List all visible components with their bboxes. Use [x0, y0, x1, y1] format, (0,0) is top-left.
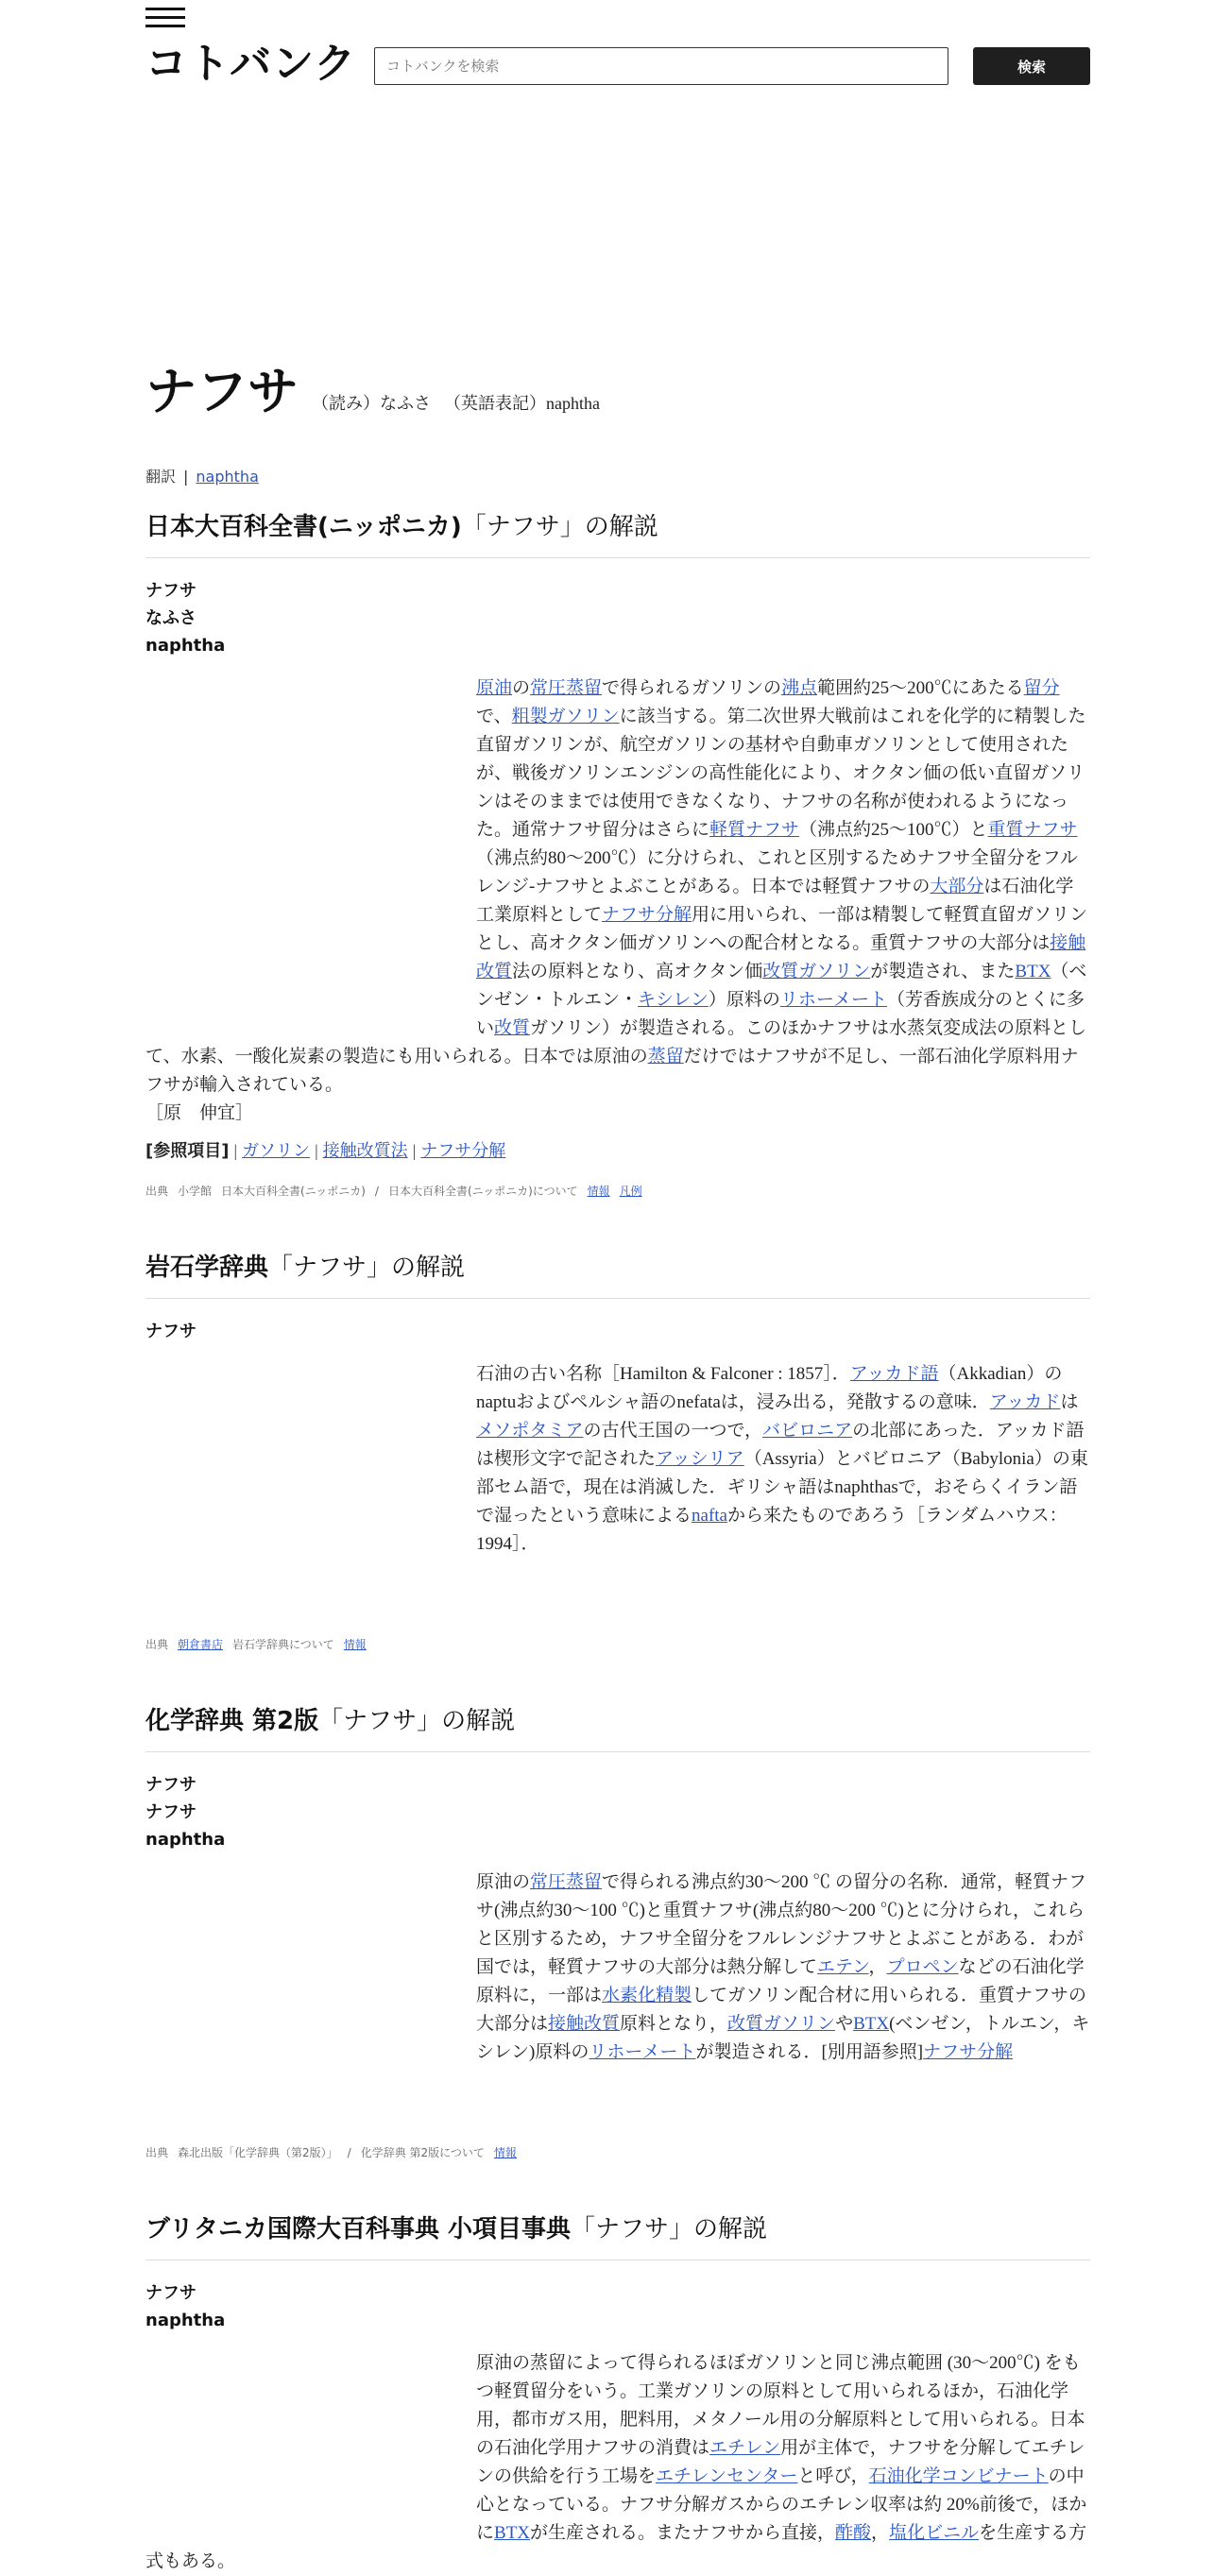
heading-suffix: 「ナフサ」の解説 — [461, 513, 658, 541]
translation-row — [145, 465, 1090, 486]
term-link[interactable]: アッカド語 — [849, 1364, 939, 1384]
term-link[interactable]: アッカド — [989, 1392, 1061, 1412]
page-title: ナフサ — [145, 362, 299, 421]
text-run: や — [835, 2014, 854, 2034]
term-link[interactable]: 接触改質 — [476, 933, 1086, 981]
page — [145, 0, 1090, 2576]
heading-suffix: 「ナフサ」の解説 — [318, 1707, 516, 1735]
term-link[interactable]: アッシリア — [656, 1449, 744, 1469]
term-link[interactable]: バビロニア — [762, 1421, 853, 1441]
term-link[interactable]: 粗製ガソリン — [511, 707, 620, 726]
section-heading — [145, 1701, 1090, 1752]
term-link[interactable]: 常圧蒸留 — [530, 1872, 603, 1892]
headwords — [145, 577, 1090, 659]
text-run: 原油の — [476, 1872, 531, 1892]
search-button[interactable]: 検索 — [973, 47, 1090, 85]
term-link[interactable]: 接触改質 — [548, 2014, 621, 2034]
ad-slot — [145, 2349, 476, 2529]
term-link[interactable]: 原油 — [476, 678, 513, 698]
term-link[interactable]: 改質ガソリン — [762, 962, 871, 981]
term-link[interactable]: 改質 — [494, 1018, 531, 1038]
term-link[interactable]: エテン — [817, 1957, 869, 1977]
text-run: してガソリン配合材に用いられる．重質ナフサの大部分は — [476, 1986, 1087, 2034]
term-link[interactable]: エチレン — [709, 2438, 781, 2458]
refs-separator: | — [233, 1141, 238, 1160]
headwords — [145, 1771, 1090, 1853]
section-rock-dictionary — [145, 1248, 1090, 1652]
term-link[interactable]: 軽質ナフサ — [709, 820, 800, 840]
section-heading — [145, 1248, 1090, 1299]
source-separator: / — [374, 1185, 379, 1198]
source-about: 日本大百科全書(ニッポニカ)について — [387, 1185, 578, 1198]
ad-slot — [145, 674, 476, 1043]
refs-separator: | — [412, 1141, 417, 1160]
text-run: の — [512, 678, 531, 698]
section-britannica — [145, 2209, 1090, 2576]
term-link[interactable]: BTX — [494, 2523, 531, 2543]
dictionary-name: 化学辞典 第2版 — [145, 1707, 319, 1735]
term-link[interactable]: キシレン — [638, 990, 709, 1010]
text-run: で得られる沸点約30～200 ℃ の留分の名称．通常，軽質ナフサ(沸点約30～100 ℃)と重質ナフサ(沸点約80～200 ℃)とに分けられ，これらと区別するため，ナフサ全留分をフルレンジナフサとよぶことがある．わが国では，軽質ナフサの大部分は熱分解して — [476, 1872, 1087, 1977]
source-separator: / — [347, 2146, 351, 2159]
search-input[interactable] — [374, 47, 948, 85]
reference-links — [145, 1137, 1090, 1162]
section-heading — [145, 507, 1090, 558]
info-link[interactable]: 情報 — [343, 1638, 367, 1651]
text-run: 用が主体で，ナフサを分解してエチレンの供給を行う工場を — [476, 2438, 1085, 2486]
term-link[interactable]: プロペン — [886, 1957, 959, 1977]
term-link[interactable]: エチレンセンター — [656, 2466, 798, 2486]
text-run: の古代王国の一つで， — [583, 1421, 763, 1441]
text-run: で得られるガソリンの — [602, 678, 782, 698]
term-link[interactable]: BTX — [853, 2014, 890, 2034]
reading-label: （読み）なふさ — [312, 394, 431, 413]
text-run: （Assyria）とバビロニア（Babylonia）の東部セム語で，現在は消滅した．ギリシャ語はnaphthasで，おそらくイラン語で湿ったという意味による — [476, 1449, 1088, 1526]
ref-link[interactable]: ガソリン — [242, 1141, 311, 1160]
english-label: （英語表記）naphtha — [444, 394, 600, 413]
text-run: の北部にあった．アッカド語は楔形文字で記された — [476, 1421, 1085, 1469]
term-link[interactable]: 常圧蒸留 — [530, 678, 603, 698]
translation-link[interactable]: naphtha — [196, 468, 259, 486]
term-link[interactable]: 大部分 — [930, 877, 984, 896]
text-run: に該当する。第二次世界大戦前はこれを化学的に精製した直留ガソリンが、航空ガソリンの基材や自動車ガソリンとして使用されたが、戦後ガソリンエンジンの高性能化により、オクタン価の低い直留ガソリンはそのままでは使用できなくなり、ナフサの名称が使われるようになった。通常ナフサ留分はさらに — [476, 707, 1086, 840]
text-run: は — [1060, 1392, 1079, 1412]
text-run: から来たものであろう［ランダムハウス：1994］． — [476, 1506, 1068, 1554]
headwords — [145, 2279, 1090, 2334]
term-link[interactable]: 水素化精製 — [602, 1986, 692, 2005]
headword: ナフサ — [145, 1802, 196, 1822]
author: ［原 伸宜］ — [145, 1103, 254, 1123]
text-run: が生産される。またナフサから直接， — [530, 2523, 836, 2543]
source-line — [145, 1636, 1090, 1652]
term-link[interactable]: メソポタミア — [476, 1421, 584, 1441]
term-link[interactable]: BTX — [1015, 962, 1051, 981]
source-book: 日本大百科全書(ニッポニカ) — [221, 1185, 366, 1198]
text-run: 用に用いられ、一部は精製して軽質直留ガソリンとし、高オクタン価ガソリンへの配合材となる。重質ナフサの大部分は — [476, 905, 1088, 953]
text-run: が製造され、また — [870, 962, 1016, 981]
term-link[interactable]: 蒸留 — [647, 1047, 684, 1066]
source-label: 出典 — [145, 2146, 169, 2159]
ad-space — [145, 104, 1090, 359]
text-run: 法の原料となり、高オクタン価 — [512, 962, 763, 981]
text-run: だけではナフサが不足し、一部石油化学原料用ナフサが輸入されている。 — [145, 1047, 1079, 1095]
text-run: は石油化学工業原料として — [476, 877, 1074, 925]
ref-link[interactable]: ナフサ分解 — [420, 1141, 506, 1160]
entry-text — [145, 1868, 1090, 2067]
headword: ナフサ — [145, 2283, 196, 2303]
text-run: （沸点約25～100℃）と — [799, 820, 988, 840]
text-run: ）原料の — [708, 990, 780, 1010]
text-run: 範囲約25～200℃にあたる — [817, 678, 1024, 698]
refs-label: [参照項目] — [145, 1141, 230, 1161]
text-run: などの石油化学原料に，一部は — [476, 1957, 1085, 2005]
refs-separator: | — [315, 1141, 318, 1160]
term-link[interactable]: 沸点 — [781, 678, 818, 698]
source-label: 出典 — [145, 1638, 169, 1651]
headword: ナフサ — [145, 1775, 196, 1795]
term-link[interactable]: nafta — [692, 1506, 727, 1526]
dictionary-name: 岩石学辞典 — [145, 1254, 269, 1282]
term-link[interactable]: ナフサ分解 — [602, 905, 692, 925]
site-logo[interactable]: コトバンク — [145, 40, 357, 88]
text-run: ガソリン）が製造される。このほかナフサは水蒸気変成法の原料として、水素、一酸化炭素の製造にも用いられる。日本では原油の — [145, 1018, 1087, 1066]
entry-text — [145, 1360, 1090, 1559]
dictionary-name: ブリタニカ国際大百科事典 小項目事典 — [145, 2215, 572, 2243]
entry-text — [145, 2349, 1090, 2576]
headword: naphtha — [145, 1830, 226, 1850]
section-heading — [145, 2209, 1090, 2260]
source-about: 岩石学辞典について — [232, 1638, 334, 1651]
term-reading — [312, 390, 613, 415]
term-link[interactable]: リホーメート — [589, 2042, 696, 2062]
text-run: と呼び， — [797, 2466, 869, 2486]
term-link[interactable]: 重質ナフサ — [987, 820, 1078, 840]
text-run: の中心となっている。ナフサ分解ガスからのエチレン収率は約 20%前後で，ほかに — [476, 2466, 1087, 2543]
text-run: が製造される．[別用語参照] — [695, 2042, 924, 2062]
heading-suffix: 「ナフサ」の解説 — [571, 2215, 768, 2243]
source-publisher: 小学館 — [178, 1185, 213, 1198]
hamburger-menu-icon[interactable] — [145, 8, 185, 32]
publisher-link[interactable]: 朝倉書店 — [178, 1638, 224, 1651]
section-nipponica — [145, 507, 1090, 1199]
term-link[interactable]: ナフサ分解 — [923, 2042, 1014, 2062]
headword: ナフサ — [145, 1322, 196, 1341]
source-line — [145, 2144, 1090, 2160]
headword: naphtha — [145, 636, 226, 656]
text-run: で、 — [476, 707, 512, 726]
text-run: （ベンゼン・トルエン・ — [476, 962, 1087, 1010]
text-run: ， — [868, 1957, 887, 1977]
section-chemistry-dictionary — [145, 1701, 1090, 2160]
text-run: (ベンゼン，トルエン，キシレン)原料の — [476, 2014, 1090, 2062]
ad-slot — [145, 1868, 476, 2048]
dictionary-name: 日本大百科全書(ニッポニカ) — [145, 513, 462, 541]
source-line — [145, 1183, 1090, 1199]
source-about: 化学辞典 第2版について — [360, 2146, 485, 2159]
term-link[interactable]: 酢酸 — [835, 2523, 872, 2543]
headwords — [145, 1318, 1090, 1345]
translation-label: 翻訳 — [145, 468, 177, 486]
term-link[interactable]: 改質ガソリン — [727, 2014, 836, 2034]
site-header — [145, 0, 1090, 104]
text-run: ， — [871, 2523, 890, 2543]
heading-suffix: 「ナフサ」の解説 — [268, 1254, 466, 1282]
source-publisher: 森北出版「化学辞典（第2版）」 — [178, 2146, 338, 2159]
info-link[interactable]: 情報 — [587, 1185, 610, 1198]
ad-slot — [145, 1360, 476, 1540]
text-run: 原油の蒸留によって得られるほぼガソリンと同じ沸点範囲 (30～200℃) をもつ軽質留分をいう。工業ガソリンの原料として用いられるほか，石油化学用，都市ガス用，肥料用，メタノール用の分解原料として用いられる。日本の石油化学用ナフサの消費は — [476, 2353, 1085, 2458]
ref-link[interactable]: 接触改質法 — [322, 1141, 408, 1160]
text-run: 原料となり， — [620, 2014, 728, 2034]
term-link[interactable]: 石油化学コンビナート — [868, 2466, 1049, 2486]
text-run: （芳香族成分のとくに多い — [476, 990, 1085, 1038]
legend-link[interactable]: 凡例 — [619, 1185, 642, 1198]
text-run: （Akkadian）のnaptuおよびペルシャ語のnefataは，浸み出る，発散するの意味． — [476, 1364, 1063, 1412]
info-link[interactable]: 情報 — [493, 2146, 517, 2159]
term-link[interactable]: リホーメート — [779, 990, 887, 1010]
term-link[interactable]: 塩化ビニル — [889, 2523, 980, 2543]
text-run: 石油の古い名称［Hamilton & Falconer : 1857］． — [476, 1364, 850, 1384]
entry-text — [145, 674, 1090, 1128]
translation-separator: | — [183, 468, 189, 486]
term-link[interactable]: 留分 — [1023, 678, 1060, 698]
source-label: 出典 — [145, 1185, 169, 1198]
text-run: （沸点約80～200℃）に分けられ、これと区別するためナフサ全留分をフルレンジ-ナフサとよぶことがある。日本では軽質ナフサの — [476, 848, 1078, 896]
headword: なふさ — [145, 608, 196, 628]
text-run: を生産する方式もある。 — [145, 2523, 1087, 2571]
headword: ナフサ — [145, 581, 196, 601]
term-title-row — [145, 359, 1090, 425]
headword: naphtha — [145, 2311, 226, 2330]
